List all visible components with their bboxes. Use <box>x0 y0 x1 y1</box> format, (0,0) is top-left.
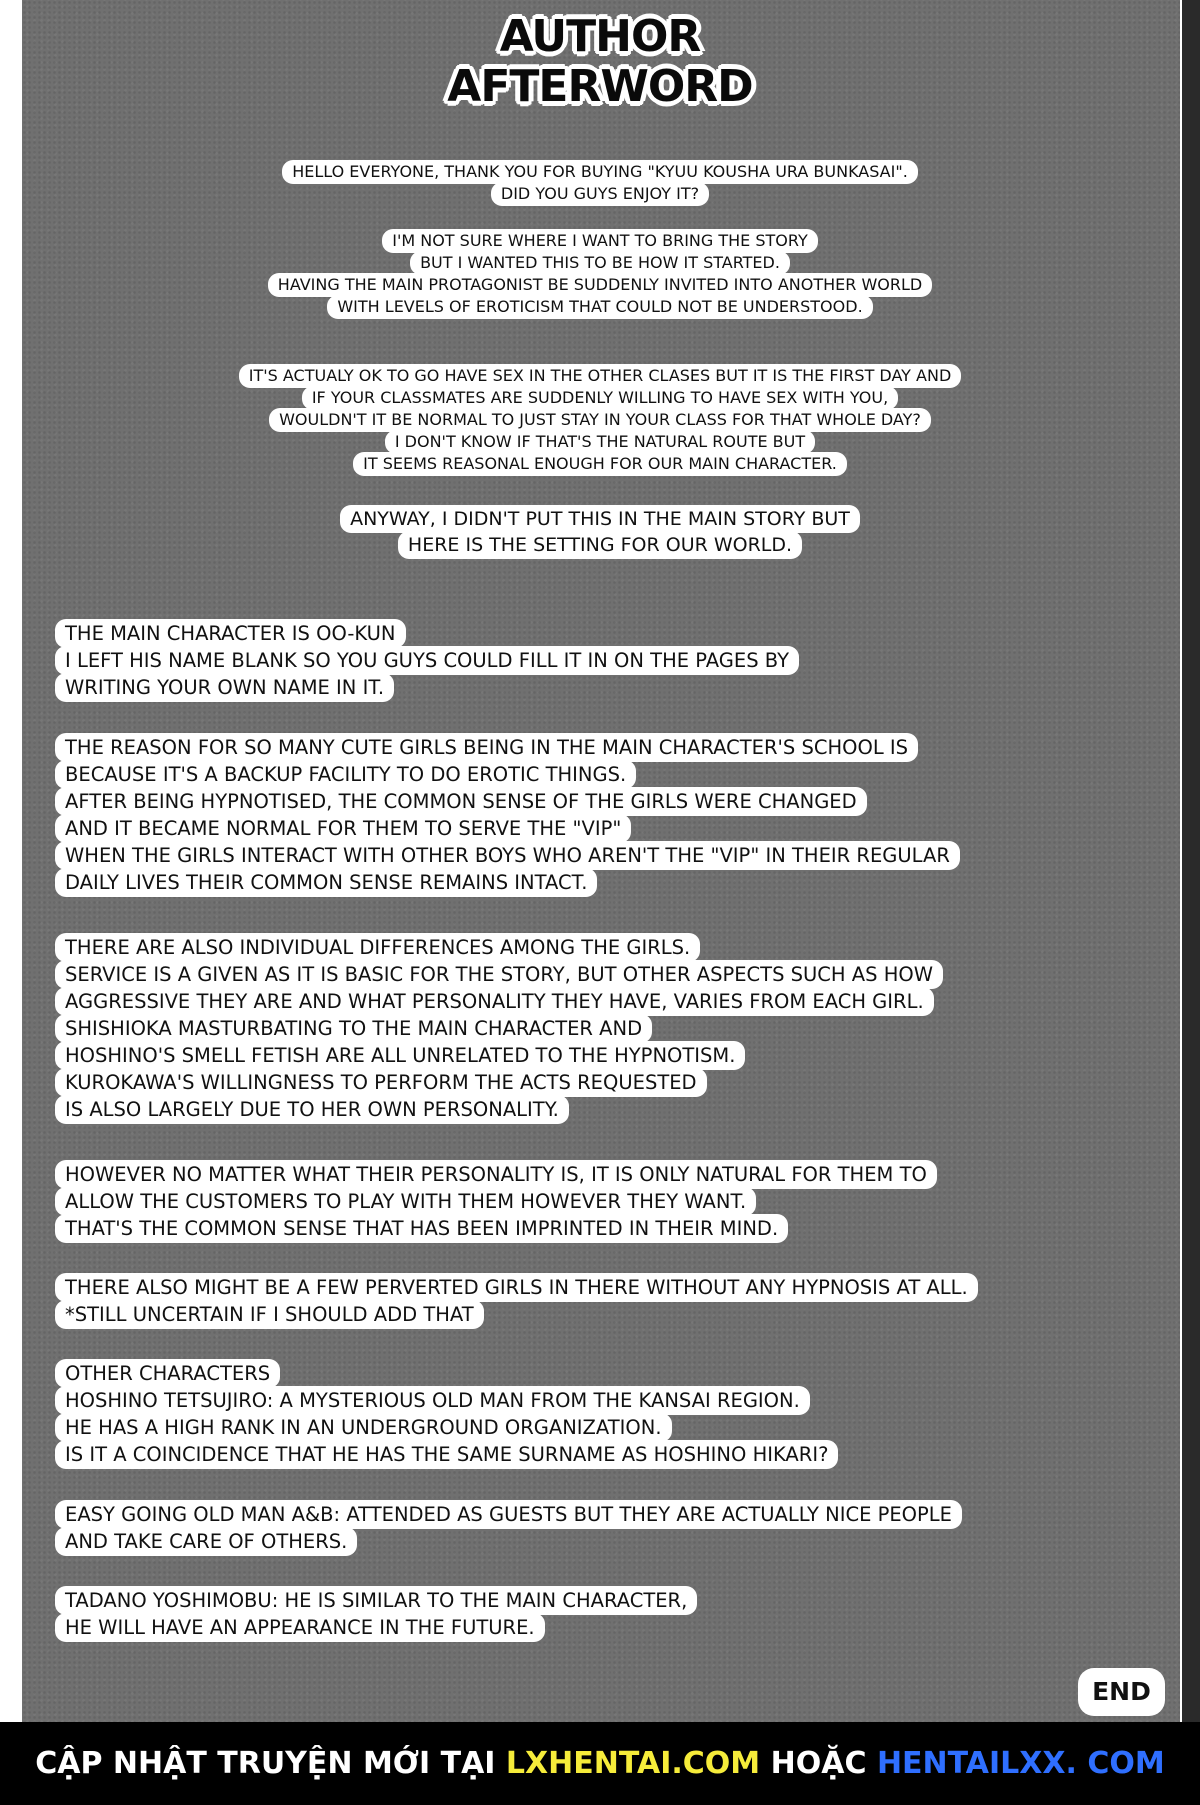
text-line: I'M NOT SURE WHERE I WANT TO BRING THE STORY <box>382 229 818 253</box>
text-line: WOULDN'T IT BE NORMAL TO JUST STAY IN YOUR CLASS FOR THAT WHOLE DAY? <box>269 408 931 432</box>
setting-block-4 <box>55 1160 937 1243</box>
text-line: HOSHINO'S SMELL FETISH ARE ALL UNRELATED TO THE HYPNOTISM. <box>55 1041 745 1070</box>
text-line: BUT I WANTED THIS TO BE HOW IT STARTED. <box>410 251 790 275</box>
footer-banner <box>0 1722 1200 1805</box>
text-line: OTHER CHARACTERS <box>55 1359 280 1388</box>
text-line: THE REASON FOR SO MANY CUTE GIRLS BEING IN THE MAIN CHARACTER'S SCHOOL IS <box>55 733 918 762</box>
text-line: SERVICE IS A GIVEN AS IT IS BASIC FOR THE STORY, BUT OTHER ASPECTS SUCH AS HOW <box>55 960 943 989</box>
title-line-1: AUTHOR <box>499 11 701 62</box>
text-line: IS IT A COINCIDENCE THAT HE HAS THE SAME SURNAME AS HOSHINO HIKARI? <box>55 1440 838 1469</box>
intro-paragraph-1 <box>0 160 1200 206</box>
end-label: END <box>1078 1668 1165 1716</box>
text-line: HE HAS A HIGH RANK IN AN UNDERGROUND ORGANIZATION. <box>55 1413 672 1442</box>
setting-block-6 <box>55 1359 838 1469</box>
text-line: HAVING THE MAIN PROTAGONIST BE SUDDENLY INVITED INTO ANOTHER WORLD <box>268 273 932 297</box>
text-line: AND TAKE CARE OF OTHERS. <box>55 1527 357 1556</box>
text-line: WRITING YOUR OWN NAME IN IT. <box>55 673 394 702</box>
text-line: ALLOW THE CUSTOMERS TO PLAY WITH THEM HOWEVER THEY WANT. <box>55 1187 756 1216</box>
text-line: WITH LEVELS OF EROTICISM THAT COULD NOT BE UNDERSTOOD. <box>327 295 872 319</box>
text-line: AGGRESSIVE THEY ARE AND WHAT PERSONALITY THEY HAVE, VARIES FROM EACH GIRL. <box>55 987 934 1016</box>
text-line: HOSHINO TETSUJIRO: A MYSTERIOUS OLD MAN FROM THE KANSAI REGION. <box>55 1386 810 1415</box>
text-line: THAT'S THE COMMON SENSE THAT HAS BEEN IMPRINTED IN THEIR MIND. <box>55 1214 788 1243</box>
text-line: IF YOUR CLASSMATES ARE SUDDENLY WILLING TO HAVE SEX WITH YOU, <box>302 386 898 410</box>
text-line: KUROKAWA'S WILLINGNESS TO PERFORM THE ACTS REQUESTED <box>55 1068 707 1097</box>
text-line: I DON'T KNOW IF THAT'S THE NATURAL ROUTE BUT <box>385 430 815 454</box>
footer-prefix: CẬP NHẬT TRUYỆN MỚI TẠI <box>35 1746 496 1781</box>
text-line: THERE ALSO MIGHT BE A FEW PERVERTED GIRLS IN THERE WITHOUT ANY HYPNOSIS AT ALL. <box>55 1273 978 1302</box>
text-line: THE MAIN CHARACTER IS OO-KUN <box>55 619 406 648</box>
text-line: *STILL UNCERTAIN IF I SHOULD ADD THAT <box>55 1300 484 1329</box>
intro-paragraph-4 <box>0 505 1200 559</box>
text-line: THERE ARE ALSO INDIVIDUAL DIFFERENCES AMONG THE GIRLS. <box>55 933 700 962</box>
setting-block-2 <box>55 733 960 897</box>
footer-site-link-2[interactable]: HENTAILXX. COM <box>876 1746 1165 1781</box>
text-line: IT SEEMS REASONAL ENOUGH FOR OUR MAIN CHARACTER. <box>353 452 847 476</box>
text-line: ANYWAY, I DIDN'T PUT THIS IN THE MAIN STORY BUT <box>340 505 860 533</box>
setting-block-3 <box>55 933 943 1124</box>
text-line: HOWEVER NO MATTER WHAT THEIR PERSONALITY IS, IT IS ONLY NATURAL FOR THEM TO <box>55 1160 937 1189</box>
text-line: IT'S ACTUALY OK TO GO HAVE SEX IN THE OTHER CLASES BUT IT IS THE FIRST DAY AND <box>239 364 962 388</box>
text-line: BECAUSE IT'S A BACKUP FACILITY TO DO EROTIC THINGS. <box>55 760 636 789</box>
text-line: AND IT BECAME NORMAL FOR THEM TO SERVE THE "VIP" <box>55 814 631 843</box>
title-line-2: AFTERWORD <box>447 61 753 112</box>
text-line: DID YOU GUYS ENJOY IT? <box>491 182 709 206</box>
text-line: TADANO YOSHIMOBU: HE IS SIMILAR TO THE MAIN CHARACTER, <box>55 1586 697 1615</box>
text-line: DAILY LIVES THEIR COMMON SENSE REMAINS INTACT. <box>55 868 597 897</box>
intro-paragraph-3 <box>0 364 1200 476</box>
setting-block-7 <box>55 1500 962 1556</box>
text-line: HERE IS THE SETTING FOR OUR WORLD. <box>398 531 802 559</box>
footer-middle: HOẶC <box>770 1746 867 1781</box>
setting-block-8 <box>55 1586 697 1642</box>
text-line: EASY GOING OLD MAN A&B: ATTENDED AS GUESTS BUT THEY ARE ACTUALLY NICE PEOPLE <box>55 1500 962 1529</box>
text-line: HELLO EVERYONE, THANK YOU FOR BUYING "KYUU KOUSHA URA BUNKASAI". <box>282 160 918 184</box>
text-line: AFTER BEING HYPNOTISED, THE COMMON SENSE OF THE GIRLS WERE CHANGED <box>55 787 867 816</box>
intro-paragraph-2 <box>0 229 1200 319</box>
setting-block-5 <box>55 1273 978 1329</box>
text-line: SHISHIOKA MASTURBATING TO THE MAIN CHARACTER AND <box>55 1014 652 1043</box>
text-line: WHEN THE GIRLS INTERACT WITH OTHER BOYS WHO AREN'T THE "VIP" IN THEIR REGULAR <box>55 841 960 870</box>
footer-site-link-1[interactable]: LXHENTAI.COM <box>505 1746 761 1781</box>
setting-block-1 <box>55 619 799 702</box>
text-line: IS ALSO LARGELY DUE TO HER OWN PERSONALITY. <box>55 1095 569 1124</box>
text-line: I LEFT HIS NAME BLANK SO YOU GUYS COULD FILL IT IN ON THE PAGES BY <box>55 646 799 675</box>
text-line: HE WILL HAVE AN APPEARANCE IN THE FUTURE. <box>55 1613 545 1642</box>
